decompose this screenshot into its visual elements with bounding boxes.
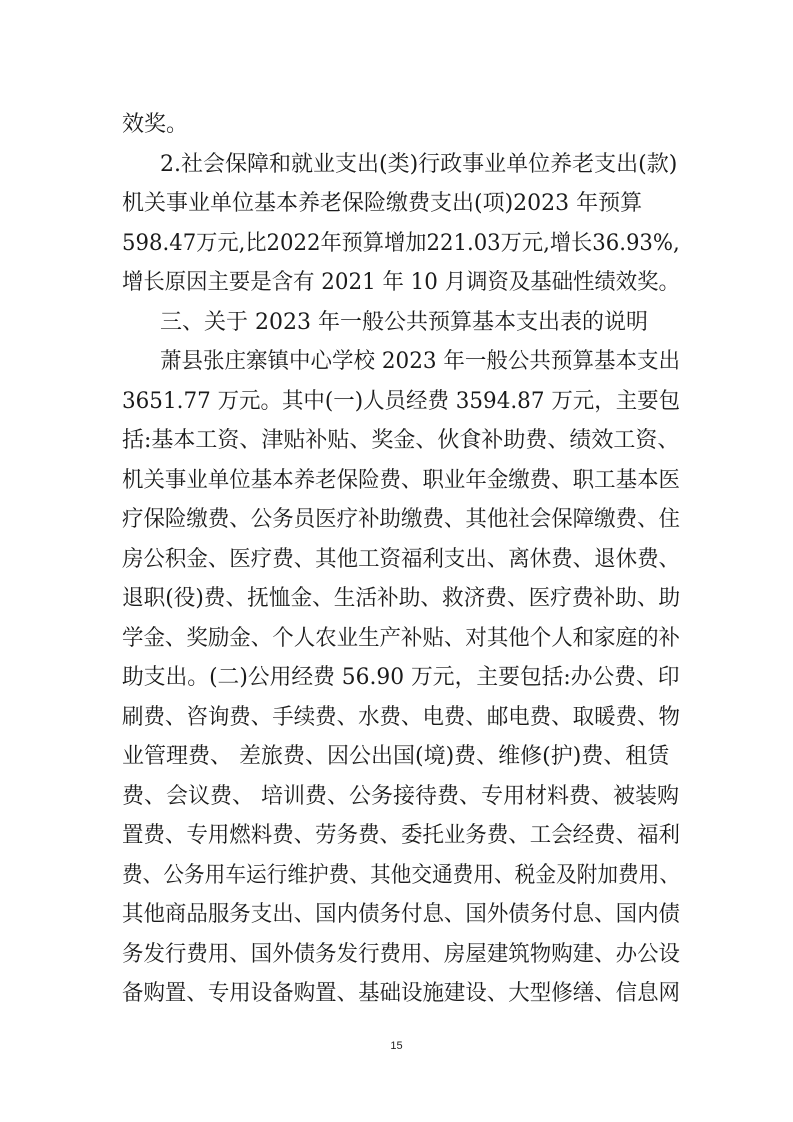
text-line-17: 业管理费、 差旅费、因公出国(境)费、维修(护)费、租赁 bbox=[122, 744, 670, 769]
text-line-1: 效奖。 bbox=[122, 112, 189, 137]
text-line-16: 刷费、咨询费、手续费、水费、电费、邮电费、取暖费、物 bbox=[122, 705, 681, 730]
page-number: 15 bbox=[390, 1040, 403, 1052]
text-line-13: 退职(役)费、抚恤金、生活补助、救济费、医疗费补助、助 bbox=[122, 586, 681, 611]
section-heading: 三、关于 2023 年一般公共预算基本支出表的说明 bbox=[160, 310, 648, 335]
text-line-14: 学金、奖励金、个人农业生产补贴、对其他个人和家庭的补 bbox=[122, 626, 681, 651]
text-line-3: 机关事业单位基本养老保险缴费支出(项)2023 年预算 bbox=[122, 191, 643, 216]
text-line-18: 费、会议费、 培训费、公务接待费、专用材料费、被装购 bbox=[122, 784, 679, 809]
text-line-20: 费、公务用车运行维护费、其他交通费用、税金及附加费用、 bbox=[122, 863, 681, 888]
text-line-23: 备购置、专用设备购置、基础设施建设、大型修缮、信息网 bbox=[122, 981, 681, 1006]
text-line-2: 2.社会保障和就业支出(类)行政事业单位养老支出(款) bbox=[160, 152, 678, 177]
text-line-4: 598.47万元,比2022年预算增加221.03万元,增长36.93%, bbox=[122, 231, 680, 256]
text-line-7: 萧县张庄寨镇中心学校 2023 年一般公共预算基本支出 bbox=[160, 349, 680, 374]
text-line-5: 增长原因主要是含有 2021 年 10 月调资及基础性绩效奖。 bbox=[122, 270, 680, 295]
text-line-9: 括:基本工资、津贴补贴、奖金、伙食补助费、绩效工资、 bbox=[122, 428, 680, 453]
text-line-11: 疗保险缴费、公务员医疗补助缴费、其他社会保障缴费、住 bbox=[122, 507, 681, 532]
text-line-22: 务发行费用、国外债务发行费用、房屋建筑物购建、办公设 bbox=[122, 942, 681, 967]
text-line-10: 机关事业单位基本养老保险费、职业年金缴费、职工基本医 bbox=[122, 468, 681, 493]
text-line-8: 3651.77 万元。其中(一)人员经费 3594.87 万元，主要包 bbox=[122, 389, 681, 414]
text-line-21: 其他商品服务支出、国内债务付息、国外债务付息、国内债 bbox=[122, 902, 681, 927]
text-line-19: 置费、专用燃料费、劳务费、委托业务费、工会经费、福利 bbox=[122, 823, 681, 848]
text-line-12: 房公积金、医疗费、其他工资福利支出、离休费、退休费、 bbox=[122, 547, 681, 572]
text-line-15: 助支出。(二)公用经费 56.90 万元，主要包括:办公费、印 bbox=[122, 665, 680, 690]
